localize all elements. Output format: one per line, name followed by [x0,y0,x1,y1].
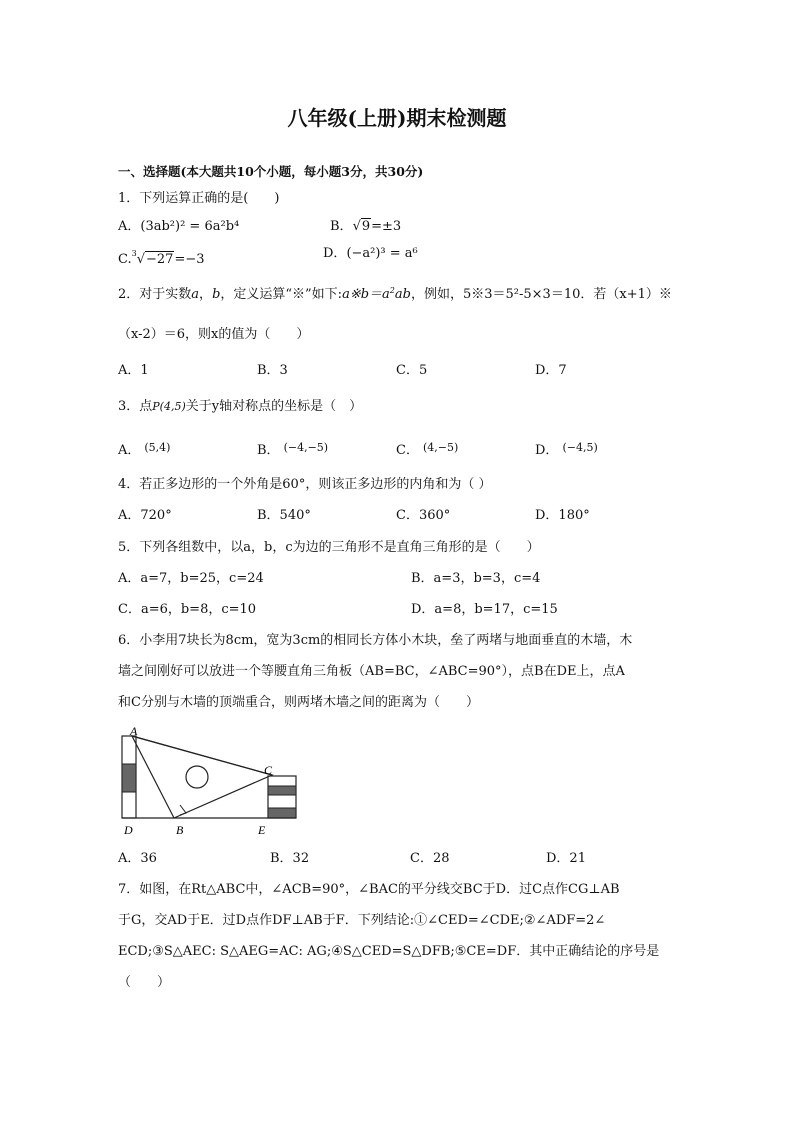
question-1-stem: 1．下列运算正确的是( ) [118,191,280,206]
q4-option-d: D．180° [535,508,590,523]
question-6-line-3: 和C分别与木墙的顶端重合，则两堵木墙之间的距离为（ ） [118,695,479,710]
cube-root-index: 3 [131,249,137,258]
right-wall-dark-block-2 [268,808,296,818]
wooden-walls-figure [118,724,300,842]
label-d: D [124,823,133,837]
q1-d-expression: (−a²)³ = a⁶ [346,246,418,261]
question-6-line-1: 6．小李用7块长为8cm，宽为3cm的相同长方体小木块，垒了两堵与地面垂直的木墙，木 [118,633,633,648]
q2-definition: $a※b=a^2ab$ [342,286,411,302]
q3-point: P(4,5) [152,400,186,413]
q1-option-c [118,246,205,268]
q3-d-value: (−4,5) [562,441,598,454]
q2-text-b: ，定义运算“※”如下: [220,287,343,302]
question-4-stem: 4．若正多边形的一个外角是60°，则该正多边形的内角和为（ ） [118,477,492,492]
q4-option-a: A．720° [118,508,172,523]
q2-option-d: D．7 [535,363,567,378]
question-7-line-3: ECD;③S△AEC: S△AEG=AC: AG;④S△CED=S△DFB;⑤CE=DF．其中正确结论的序号是 [118,944,660,959]
q3-option-c [396,440,458,459]
q2-option-b: B．3 [257,363,288,378]
label-c: C [264,763,273,777]
left-wall-dark-block [122,764,136,792]
q4-option-c: C．360° [396,508,451,523]
question-6-line-2: 墙之间刚好可以放进一个等腰直角三角板（AB=BC，∠ABC=90°），点B在DE上，点A [118,664,625,679]
option-prefix: C． [396,443,419,458]
q3-text-b: 关于y轴对称点的坐标是（ ） [185,399,363,414]
q2-var-b: b [212,287,221,302]
q5-option-c: C．a=6，b=8，c=10 [118,602,257,617]
q1-b-rest: =±3 [371,219,402,234]
q3-c-value: (4,−5) [422,441,459,454]
q3-b-value: (−4,−5) [283,441,329,454]
q4-option-b: B．540° [257,508,311,523]
right-wall-dark-block-1 [268,786,296,795]
option-prefix: B． [257,443,280,458]
question-2-line-1: 2．对于实数a，b，定义运算“※”如下$:a※b=a^2ab$，例如，5※3＝5²-5×3＝10．若（x+1）※ [118,286,672,302]
q6-option-b: B．32 [270,851,310,866]
label-a: A [130,724,138,738]
option-prefix: C. [118,252,132,267]
radicand: 9 [361,219,371,234]
q3-text-a: 3．点 [118,399,153,414]
section-heading: 一、选择题(本大题共10个小题，每小题3分，共30分) [118,164,424,179]
q2-option-a: A．1 [118,363,149,378]
option-prefix: D． [323,246,347,261]
sqrt-sign: √ [352,219,361,234]
q5-option-a: A．a=7，b=25，c=24 [118,571,264,586]
q3-option-b [257,440,328,459]
q2-text-c: ，例如，5※3＝5²-5×3＝10．若（x+1）※ [410,287,672,302]
question-5-stem: 5．下列各组数中，以a，b，c为边的三角形不是直角三角形的是（ ） [118,540,540,555]
q6-option-d: D．21 [546,851,586,866]
page-title: 八年级(上册)期末检测题 [287,106,507,130]
question-7-line-1: 7．如图，在Rt△ABC中，∠ACB=90°，∠BAC的平分线交BC于D．过C点作CG⊥AB [118,882,620,897]
q1-option-d [323,246,418,262]
q2-option-c: C．5 [396,363,428,378]
q1-option-a [118,219,239,235]
q1-option-b [330,219,401,235]
q1-c-rest: =−3 [174,252,205,267]
q3-option-a [118,440,170,459]
question-7-line-4: （ ） [118,975,171,990]
q5-option-b: B．a=3，b=3，c=4 [411,571,541,586]
question-7-line-2: 于G，交AD于E．过D点作DF⊥AB于F．下列结论:①∠CED=∠CDE;②∠ADF=2∠ [118,913,606,928]
label-b: B [176,823,184,837]
option-prefix: A． [118,219,141,234]
q1-a-expression: (3ab²)² = 6a²b⁴ [140,219,240,234]
option-prefix: A． [118,443,141,458]
q5-option-d: D．a=8，b=17，c=15 [411,602,558,617]
q6-option-a: A．36 [118,851,157,866]
label-e: E [258,823,266,837]
option-prefix: D． [535,443,559,458]
q3-option-d [535,440,598,459]
radicand: −27 [146,252,174,267]
q3-a-value: (5,4) [144,441,171,454]
question-3-stem [118,399,362,415]
q6-option-c: C．28 [410,851,450,866]
q2-vars: a [191,287,200,302]
question-2-line-2: （x-2）＝6，则x的值为（ ） [118,327,310,342]
option-prefix: B． [330,219,353,234]
q2-text-a: 2．对于实数 [118,287,192,302]
sqrt-sign: √ [136,252,146,267]
